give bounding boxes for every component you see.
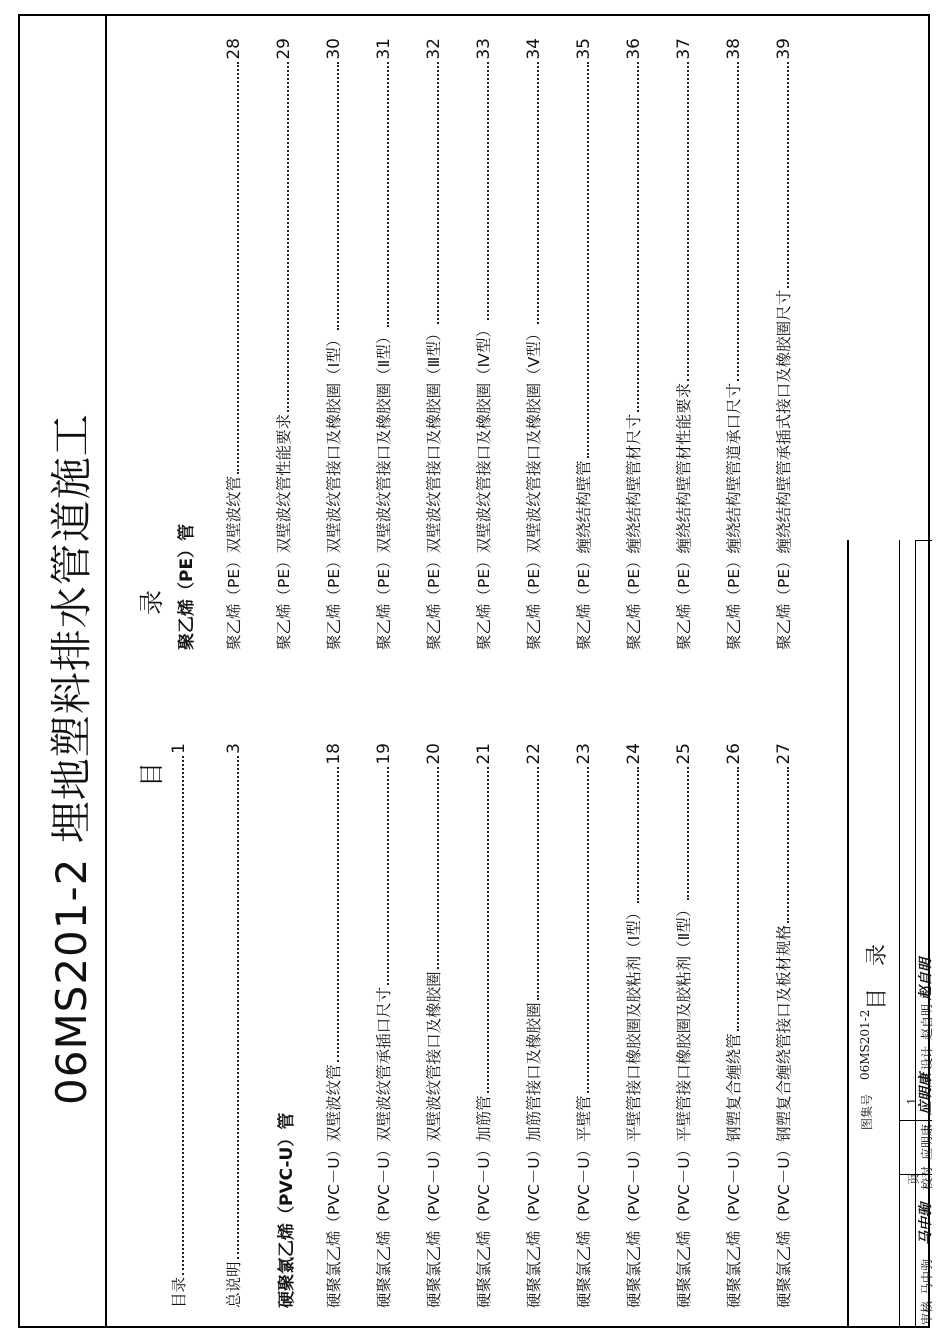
entry-page-number: 35: [574, 38, 594, 60]
dot-leader: [537, 767, 539, 1001]
entry-title: 硬聚氯乙烯（PVC－U）钢塑复合缠绕管: [725, 1033, 743, 1308]
dot-leader: [487, 62, 489, 320]
entry-page-number: 25: [674, 743, 694, 765]
entry-page-number: 28: [224, 38, 244, 60]
entry-page-number: 18: [324, 743, 344, 765]
entry-title: 聚乙烯（PE）缠绕结构壁管材性能要求: [675, 382, 693, 650]
title-separator: [105, 16, 107, 1326]
toc-entry: [372, 743, 394, 1308]
entry-title: 硬聚氯乙烯（PVC－U）平壁管接口橡胶圈及胶粘剂（Ⅰ型）: [625, 904, 643, 1308]
page-title: 06MS201-2 埋地塑料排水管道施工: [47, 413, 96, 1105]
dot-leader: [237, 62, 239, 474]
dot-leader: [787, 767, 789, 923]
reviewer-signature: 马中驹: [918, 1203, 934, 1245]
entry-page-number: 22: [524, 743, 544, 765]
dot-leader: [787, 62, 789, 288]
checker-signature: 应明康: [918, 1073, 934, 1115]
toc-entry: [622, 743, 644, 1308]
entry-title: 硬聚氯乙烯（PVC－U）双壁波纹管承插口尺寸: [375, 986, 393, 1308]
dot-leader: [387, 62, 389, 327]
entry-title: 硬聚氯乙烯（PVC－U）平壁管: [575, 1095, 593, 1308]
atlas-number: 06MS201-2: [858, 1009, 872, 1080]
page-number: 1: [905, 1097, 919, 1105]
dot-leader: [737, 62, 739, 381]
entry-page-number: 23: [574, 743, 594, 765]
entry-page-number: 30: [324, 38, 344, 60]
toc-entry: [222, 743, 244, 1308]
dot-leader: [287, 62, 289, 412]
dot-leader: [237, 756, 239, 1260]
entry-title: 硬聚氯乙烯（PVC－U）平壁管接口橡胶圈及胶粘剂（Ⅱ型）: [675, 901, 693, 1308]
dot-leader: [337, 767, 339, 1063]
toc-entry: [672, 743, 694, 1308]
dot-leader: [337, 62, 339, 330]
toc-entry: [472, 743, 494, 1308]
toc-heading-right: 录: [137, 589, 166, 615]
entry-title: 硬聚氯乙烯（PVC－U）加筋管接口及橡胶圈: [525, 1002, 543, 1308]
dot-leader: [437, 767, 439, 970]
toc-heading-left: 目: [137, 761, 166, 787]
toc-entry: [322, 38, 344, 650]
dot-leader: [437, 62, 439, 324]
reviewer-name: 马中驹: [920, 1258, 934, 1295]
entry-title: 聚乙烯（PE）缠绕结构壁管: [575, 460, 593, 650]
toc-entry: [522, 38, 544, 650]
entry-page-number: 27: [774, 743, 794, 765]
dot-leader: [687, 62, 689, 381]
entry-title: 聚乙烯（PE）双壁波纹管接口及橡胶圈（Ⅲ型）: [425, 325, 443, 650]
entry-title: 聚乙烯（PE）缠绕结构壁管材尺寸: [625, 413, 643, 650]
toc-entry: [672, 38, 694, 650]
entry-title: 硬聚氯乙烯（PVC－U）加筋管: [475, 1095, 493, 1308]
entry-page-number: 1: [169, 743, 189, 754]
toc-entry: [722, 38, 744, 650]
toc-entry: [572, 743, 594, 1308]
dot-leader: [587, 767, 589, 1094]
section-heading-pvc: 硬聚氯乙烯（PVC-U）管: [277, 1112, 297, 1308]
entry-title: 聚乙烯（PE）双壁波纹管性能要求: [275, 413, 293, 650]
entry-page-number: 31: [374, 38, 394, 60]
toc-entry: [572, 38, 594, 650]
entry-page-number: 24: [624, 743, 644, 765]
toc-entry: [772, 38, 794, 650]
title-block-divider: [899, 540, 900, 1328]
atlas-label: 图集号: [860, 1093, 874, 1130]
toc-entry: [322, 743, 344, 1308]
entry-page-number: 29: [274, 38, 294, 60]
checker-name: 应明康: [920, 1123, 934, 1160]
entry-page-number: 37: [674, 38, 694, 60]
toc-entry: [167, 743, 189, 1308]
toc-entry: [722, 743, 744, 1308]
toc-entry: [422, 743, 444, 1308]
dot-leader: [587, 62, 589, 459]
designer-name: 赵自明: [920, 1003, 934, 1040]
entry-page-number: 32: [424, 38, 444, 60]
entry-title: 聚乙烯（PE）双壁波纹管: [225, 475, 243, 650]
entry-page-number: 33: [474, 38, 494, 60]
page-label: 页: [907, 1172, 921, 1185]
entry-title: 总说明: [225, 1261, 243, 1308]
title-block-divider: [915, 540, 932, 541]
entry-page-number: 38: [724, 38, 744, 60]
entry-page-number: 34: [524, 38, 544, 60]
entry-title: 目录: [170, 1276, 188, 1308]
entry-title: 聚乙烯（PE）缠绕结构壁管道承口尺寸: [725, 382, 743, 650]
dot-leader: [182, 756, 184, 1275]
dot-leader: [737, 767, 739, 1032]
entry-page-number: 39: [774, 38, 794, 60]
entry-title: 硬聚氯乙烯（PVC－U）双壁波纹管接口及橡胶圈: [425, 971, 443, 1308]
reviewer-label: 审核: [920, 1300, 934, 1325]
toc-entry: [772, 743, 794, 1308]
toc-entry: [522, 743, 544, 1308]
toc-entry: [422, 38, 444, 650]
dot-leader: [637, 62, 639, 412]
checker-label: 校对: [920, 1165, 934, 1190]
entry-page-number: 19: [374, 743, 394, 765]
toc-entry: [622, 38, 644, 650]
dot-leader: [687, 767, 689, 900]
entry-page-number: 3: [224, 743, 244, 754]
designer-label: 设计: [920, 1045, 934, 1070]
toc-entry: [222, 38, 244, 650]
entry-title: 聚乙烯（PE）缠绕结构壁管承插式接口及橡胶圈尺寸: [775, 289, 793, 650]
entry-page-number: 21: [474, 743, 494, 765]
toc-entry: [272, 38, 294, 650]
dot-leader: [387, 767, 389, 985]
entry-title: 硬聚氯乙烯（PVC－U）钢塑复合缠绕管接口及板材规格: [775, 924, 793, 1308]
entry-title: 聚乙烯（PE）双壁波纹管接口及橡胶圈（Ⅱ型）: [375, 328, 393, 650]
drawing-title: 目 录: [865, 943, 890, 1010]
entry-page-number: 26: [724, 743, 744, 765]
dot-leader: [637, 767, 639, 903]
dot-leader: [487, 767, 489, 1094]
section-heading-pe: 聚乙烯（PE）管: [177, 523, 197, 650]
toc-entry: [472, 38, 494, 650]
toc-entry: [372, 38, 394, 650]
entry-title: 聚乙烯（PE）双壁波纹管接口及橡胶圈（Ⅰ型）: [325, 331, 343, 650]
entry-page-number: 36: [624, 38, 644, 60]
dot-leader: [537, 62, 539, 324]
title-block-divider: [899, 1120, 932, 1121]
entry-title: 聚乙烯（PE）双壁波纹管接口及橡胶圈（Ⅳ型）: [475, 322, 493, 650]
designer-signature: 赵自明: [918, 958, 934, 1000]
entry-title: 聚乙烯（PE）双壁波纹管接口及橡胶圈（Ⅴ型）: [525, 325, 543, 650]
entry-title: 硬聚氯乙烯（PVC－U）双壁波纹管: [325, 1064, 343, 1308]
entry-page-number: 20: [424, 743, 444, 765]
